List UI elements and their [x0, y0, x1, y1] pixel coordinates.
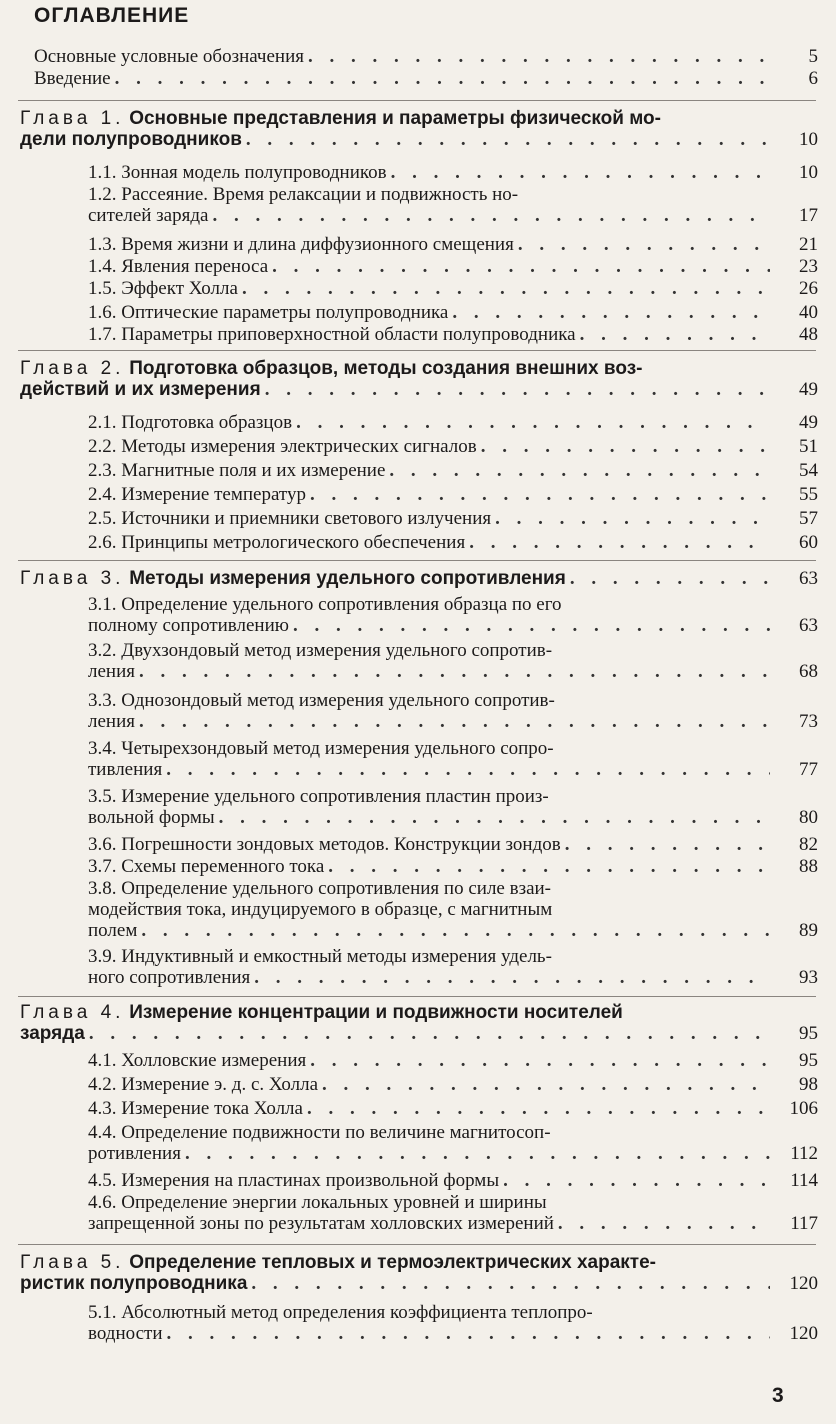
page-ref: 63 — [799, 568, 818, 589]
front-entry — [34, 68, 818, 91]
leader-dots — [491, 508, 770, 529]
entry-text-line: 2.3. Магнитные поля и их измерение — [88, 460, 386, 481]
front-entry — [34, 46, 818, 69]
page-ref: 26 — [799, 278, 818, 299]
section-entry — [88, 324, 818, 347]
entry-text-line: тивления — [88, 759, 163, 780]
entry-text-line: запрещенной зоны по результатам холловских измерений — [88, 1213, 554, 1234]
entry-text-line: Подготовка образцов, методы создания внешних воз- — [129, 358, 643, 379]
entry-text-line: 3.4. Четырехзондовый метод измерения удельного сопро- — [88, 738, 554, 759]
page-ref: 77 — [799, 759, 818, 780]
leader-dots — [292, 412, 770, 433]
entry-text-line: 1.1. Зонная модель полупроводников — [88, 162, 387, 183]
section-entry — [88, 1122, 818, 1166]
leader-dots — [448, 302, 770, 323]
section-entry — [88, 1192, 818, 1236]
entry-text-line: 1.4. Явления переноса — [88, 256, 269, 277]
entry-text-line: 4.1. Холловские измерения — [88, 1050, 307, 1071]
chapter-heading — [20, 568, 818, 591]
entry-text-line: водности — [88, 1323, 163, 1344]
entry-text-line: заряда — [20, 1023, 85, 1044]
page-ref: 48 — [799, 324, 818, 345]
page-ref: 117 — [790, 1213, 818, 1234]
entry-text-line: 2.2. Методы измерения электрических сигналов — [88, 436, 477, 457]
section-entry — [88, 594, 818, 638]
chapter-heading — [20, 108, 818, 152]
entry-text-line: 4.6. Определение энергии локальных уровней и ширины — [88, 1192, 547, 1213]
entry-text-line: Измерение концентрации и подвижности носителей — [129, 1002, 623, 1023]
page-ref: 80 — [799, 807, 818, 828]
leader-dots — [135, 711, 770, 732]
chapter-heading — [20, 1252, 818, 1296]
leader-dots — [304, 46, 770, 67]
page-ref: 55 — [799, 484, 818, 505]
leader-dots — [85, 1023, 770, 1044]
leader-dots — [135, 661, 770, 682]
page-ref: 120 — [789, 1323, 818, 1344]
section-entry — [88, 460, 818, 483]
entry-text-line: 3.8. Определение удельного сопротивления по силе взаи- — [88, 878, 552, 899]
page-ref: 17 — [799, 205, 818, 226]
page-ref: 5 — [808, 46, 818, 67]
leader-dots — [324, 856, 770, 877]
leader-dots — [137, 920, 770, 941]
section-entry — [88, 484, 818, 507]
entry-text-line: полем — [88, 920, 138, 941]
leader-dots — [576, 324, 770, 345]
section-entry — [88, 856, 818, 879]
leader-dots — [261, 379, 770, 400]
chapter-label: Глава 2. — [20, 358, 125, 379]
entry-text-line: 5.1. Абсолютный метод определения коэффициента теплопро- — [88, 1302, 593, 1323]
leader-dots — [268, 256, 770, 277]
entry-text-line: ления — [88, 661, 135, 682]
entry-text-line: Основные представления и параметры физической мо- — [129, 108, 661, 129]
section-entry — [88, 1170, 818, 1193]
section-entry — [88, 738, 818, 782]
section-entry — [88, 412, 818, 435]
page-ref: 95 — [799, 1050, 818, 1071]
entry-text-line: 3.2. Двухзондовый метод измерения удельного сопротив- — [88, 640, 553, 661]
page-title: ОГЛАВЛЕНИЕ — [34, 4, 190, 27]
section-entry — [88, 162, 818, 185]
page-ref: 51 — [799, 436, 818, 457]
chapter-heading — [20, 358, 818, 402]
section-entry — [88, 834, 818, 857]
page-ref: 10 — [799, 162, 818, 183]
leader-dots — [514, 234, 770, 255]
section-entry — [88, 690, 818, 734]
chapter-label: Глава 4. — [20, 1002, 125, 1023]
page-ref: 120 — [789, 1273, 818, 1294]
section-entry — [88, 184, 818, 228]
section-entry — [88, 256, 818, 279]
entry-text-line: Основные условные обозначения — [34, 46, 304, 67]
entry-text-line: 3.9. Индуктивный и емкостный методы измерения удель- — [88, 946, 552, 967]
page-ref: 89 — [799, 920, 818, 941]
entry-text-line: 3.6. Погрешности зондовых методов. Конструкции зондов — [88, 834, 561, 855]
entry-text-line: сителей заряда — [88, 205, 209, 226]
section-entry — [88, 946, 818, 990]
leader-dots — [111, 68, 770, 89]
leader-dots — [215, 807, 770, 828]
leader-dots — [318, 1074, 770, 1095]
leader-dots — [238, 278, 770, 299]
leader-dots — [499, 1170, 770, 1191]
entry-text-line: полному сопротивлению — [88, 615, 289, 636]
section-entry — [88, 1050, 818, 1073]
leader-dots — [303, 1098, 770, 1119]
page-ref: 68 — [799, 661, 818, 682]
entry-text-line: 4.5. Измерения на пластинах произвольной формы — [88, 1170, 500, 1191]
chapter-heading — [20, 1002, 818, 1046]
page-number: 3 — [772, 1384, 784, 1407]
leader-dots — [250, 967, 770, 988]
entry-text-line: 4.2. Измерение э. д. с. Холла — [88, 1074, 319, 1095]
page-ref: 95 — [799, 1023, 818, 1044]
entry-text-line: 1.6. Оптические параметры полупроводника — [88, 302, 449, 323]
chapter-divider — [18, 560, 816, 561]
page-ref: 98 — [799, 1074, 818, 1095]
page-ref: 73 — [799, 711, 818, 732]
chapter-label: Глава 1. — [20, 108, 125, 129]
section-entry — [88, 278, 818, 301]
leader-dots — [306, 1050, 770, 1071]
leader-dots — [387, 162, 770, 183]
leader-dots — [554, 1213, 770, 1234]
chapter-divider — [18, 996, 816, 997]
leader-dots — [385, 460, 770, 481]
section-entry — [88, 436, 818, 459]
entry-text-line: 1.3. Время жизни и длина диффузионного смещения — [88, 234, 514, 255]
entry-text-line: ротивления — [88, 1143, 181, 1164]
page-ref: 106 — [789, 1098, 818, 1119]
section-entry — [88, 302, 818, 325]
section-entry — [88, 1302, 818, 1346]
leader-dots — [181, 1143, 770, 1164]
leader-dots — [561, 834, 770, 855]
chapter-label: Глава 5. — [20, 1252, 125, 1273]
page-ref: 40 — [799, 302, 818, 323]
entry-text-line: 4.4. Определение подвижности по величине магнитосоп- — [88, 1122, 551, 1143]
entry-text-line: дели полупроводников — [20, 129, 242, 150]
section-entry — [88, 234, 818, 257]
page-ref: 54 — [799, 460, 818, 481]
section-entry — [88, 508, 818, 531]
entry-text-line: 1.5. Эффект Холла — [88, 278, 238, 299]
entry-text-line: 2.5. Источники и приемники светового излучения — [88, 508, 492, 529]
entry-text-line: 1.2. Рассеяние. Время релаксации и подвижность но- — [88, 184, 519, 205]
entry-text-line: действий и их измерения — [20, 379, 261, 400]
leader-dots — [465, 532, 770, 553]
entry-text-line: 3.1. Определение удельного сопротивления образца по его — [88, 594, 562, 615]
entry-text-line: Определение тепловых и термоэлектрических характе- — [129, 1252, 656, 1273]
leader-dots — [247, 1273, 770, 1294]
leader-dots — [163, 1323, 770, 1344]
entry-text-line: Введение — [34, 68, 111, 89]
entry-text-line: модействия тока, индуцируемого в образце, с магнитным — [88, 899, 553, 920]
entry-text-line: 3.3. Однозондовый метод измерения удельного сопротив- — [88, 690, 555, 711]
entry-text-line: Методы измерения удельного сопротивления — [129, 568, 566, 589]
page-ref: 23 — [799, 256, 818, 277]
chapter-divider — [18, 350, 816, 351]
leader-dots — [289, 615, 770, 636]
page-ref: 21 — [799, 234, 818, 255]
leader-dots — [208, 205, 770, 226]
entry-text-line: ристик полупроводника — [20, 1273, 248, 1294]
leader-dots — [162, 759, 770, 780]
section-entry — [88, 878, 818, 943]
entry-text-line: 4.3. Измерение тока Холла — [88, 1098, 303, 1119]
leader-dots — [477, 436, 770, 457]
entry-text-line: 3.5. Измерение удельного сопротивления пластин произ- — [88, 786, 549, 807]
page-ref: 82 — [799, 834, 818, 855]
section-entry — [88, 786, 818, 830]
leader-dots — [242, 129, 770, 150]
section-entry — [88, 640, 818, 684]
entry-text-line: ного сопротивления — [88, 967, 251, 988]
page-ref: 112 — [790, 1143, 818, 1164]
page-ref: 49 — [799, 379, 818, 400]
section-entry — [88, 1098, 818, 1121]
page-ref: 114 — [790, 1170, 818, 1191]
entry-text-line: 2.6. Принципы метрологического обеспечения — [88, 532, 466, 553]
page-ref: 88 — [799, 856, 818, 877]
page-ref: 49 — [799, 412, 818, 433]
page-ref: 6 — [808, 68, 818, 89]
page-ref: 60 — [799, 532, 818, 553]
page-ref: 93 — [799, 967, 818, 988]
leader-dots — [566, 568, 770, 589]
section-entry — [88, 532, 818, 555]
leader-dots — [306, 484, 770, 505]
entry-text-line: 1.7. Параметры приповерхностной области полупроводника — [88, 324, 576, 345]
entry-text-line: 2.1. Подготовка образцов — [88, 412, 293, 433]
chapter-label: Глава 3. — [20, 568, 125, 589]
section-entry — [88, 1074, 818, 1097]
entry-text-line: 3.7. Схемы переменного тока — [88, 856, 325, 877]
page-ref: 63 — [799, 615, 818, 636]
entry-text-line: 2.4. Измерение температур — [88, 484, 306, 505]
chapter-divider — [18, 1244, 816, 1245]
page-ref: 10 — [799, 129, 818, 150]
chapter-divider — [18, 100, 816, 101]
page-ref: 57 — [799, 508, 818, 529]
entry-text-line: вольной формы — [88, 807, 215, 828]
entry-text-line: ления — [88, 711, 135, 732]
